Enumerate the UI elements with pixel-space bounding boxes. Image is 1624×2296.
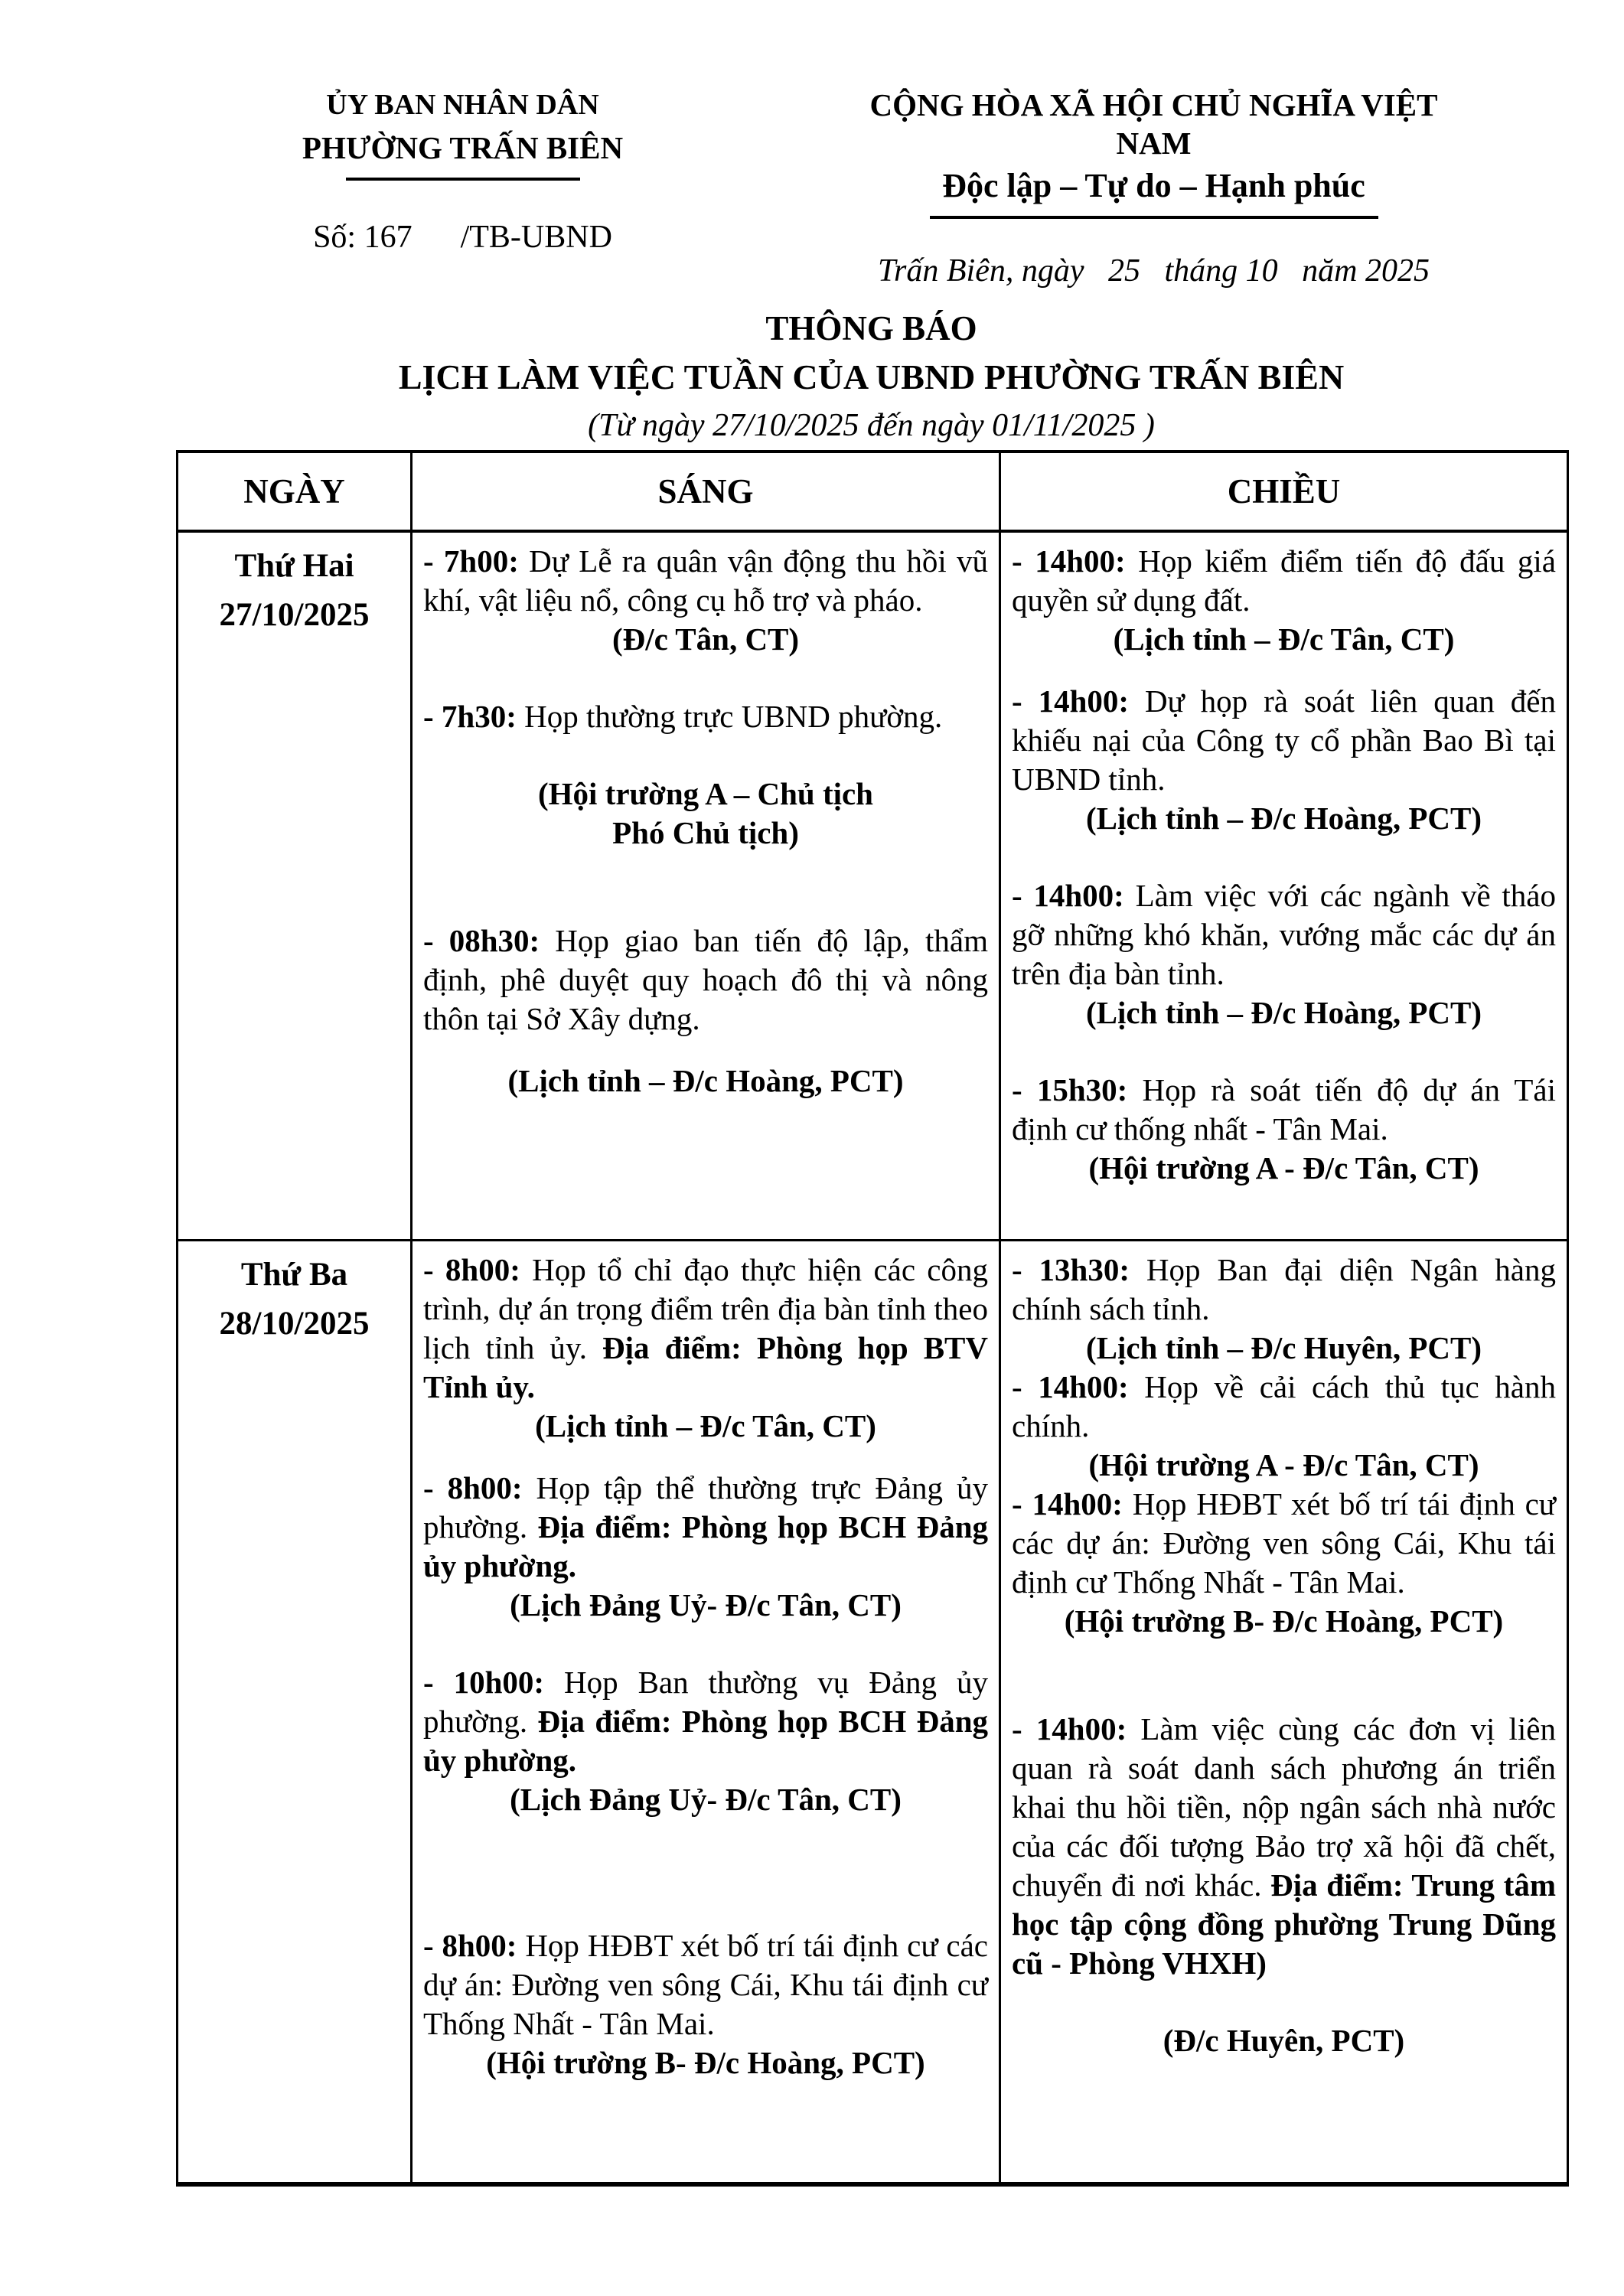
event-time: - 8h00: [423,1251,520,1287]
event-location-bold: Địa điểm: Trung tâm học tập cộng đồng phường Trung Dũng cũ - Phòng VHXH) [1012,1867,1556,1981]
schedule-event: - 10h00: Họp Ban thường vụ Đảng ủy phường. Địa điểm: Phòng họp BCH Đảng ủy phường. [423,1664,988,1778]
date-range-subtitle: (Từ ngày 27/10/2025 đến ngày 01/11/2025 ) [588,408,1155,443]
location-note: (Hội trường B- Đ/c Hoàng, PCT) [1064,1603,1504,1639]
event-time: - 14h00: [1012,878,1124,913]
event-time: - 08h30: [423,923,540,958]
national-title: CỘNG HÒA XÃ HỘI CHỦ NGHĨA VIỆT NAM [869,87,1438,161]
schedule-event: - 14h00: Họp HĐBT xét bố trí tái định cư các dự án: Đường ven sông Cái, Khu tái định cư Thống Nhất - Tân Mai. [1012,1486,1556,1600]
schedule-event: - 14h00: Họp kiểm điểm tiến độ đấu giá quyền sử dụng đất. [1012,543,1557,618]
national-motto: Độc lập – Tự do – Hạnh phúc [942,167,1365,204]
schedule-event: - 13h30: Họp Ban đại diện Ngân hàng chính sách tỉnh. [1012,1251,1557,1326]
spacer [423,1819,988,1926]
page-title: LỊCH LÀM VIỆC TUẦN CỦA UBND PHƯỜNG TRẤN BIÊN [398,357,1345,396]
location-note: (Lịch tỉnh – Đ/c Huyên, PCT) [1085,1329,1482,1365]
location-note: (Đ/c Tân, CT) [611,621,800,657]
location-note: (Lịch tỉnh – Đ/c Hoàng, PCT) [1085,995,1482,1030]
table-row-monday [178,531,1568,1240]
event-time: - 14h00: [1012,543,1126,579]
agency-sub-name: PHƯỜNG TRẤN BIÊN [302,130,624,165]
schedule-event: - 14h00: Làm việc cùng các đơn vị liên quan rà soát danh sách phương án triển khai thu hồi tiền, nộp ngân sách nhà nước của các đối tượng Bảo trợ xã hội đã chết, chuyển đi nơi khác. Địa điểm: Trung tâm học tập cộng đồng phường Trung Dũng cũ - Phòng VHXH) [1012,1711,1556,1981]
event-time: - 14h00: [1012,1711,1127,1746]
spacer [423,1446,988,1469]
spacer [1012,838,1556,876]
event-location-bold: Địa điểm: Phòng họp BCH Đảng ủy phường. [423,1508,988,1583]
schedule-event: - 14h00: Họp về cải cách thủ tục hành chính. [1012,1368,1557,1443]
spacer [1012,1983,1556,2021]
location-note: (Lịch tỉnh – Đ/c Hoàng, PCT) [507,1063,904,1098]
schedule-event: - 8h00: Họp HĐBT xét bố trí tái định cư các dự án: Đường ven sông Cái, Khu tái định cư Thống Nhất - Tân Mai. [423,1927,989,2041]
location-note: (Hội trường A - Đ/c Tân, CT) [1088,1446,1479,1482]
day-date: 27/10/2025 [219,597,370,633]
location-note: (Hội trường A – Chủ tịch Phó Chủ tịch) [538,776,873,850]
national-motto-block [846,86,1462,289]
event-time: - 10h00: [423,1664,545,1700]
spacer [423,1039,988,1062]
issuing-agency-block [223,86,702,256]
morning-cell [412,531,1000,1240]
table-row-tuesday [178,1240,1568,2184]
column-header-morning: SÁNG [412,452,1000,531]
event-time: - 15h30: [1012,1072,1128,1107]
schedule-event: - 7h00: Dự Lễ ra quân vận động thu hồi vũ khí, vật liệu nổ, công cụ hỗ trợ và pháo. [423,543,988,618]
spacer [1012,1032,1556,1071]
schedule-event: - 08h30: Họp giao ban tiến độ lập, thẩm định, phê duyệt quy hoạch đô thị và nông thôn tại Sở Xây dựng. [423,923,988,1036]
motto-divider [930,216,1378,219]
column-header-afternoon: CHIỀU [1000,452,1568,531]
location-note: (Lịch tỉnh – Đ/c Tân, CT) [535,1407,876,1443]
day-name: Thứ Ba [240,1256,348,1293]
spacer [423,736,988,775]
agency-divider [346,178,580,181]
location-note: (Lịch tỉnh – Đ/c Hoàng, PCT) [1085,801,1482,836]
morning-cell [412,1240,1000,2184]
schedule-event: - 8h00: Họp tổ chỉ đạo thực hiện các công trình, dự án trọng điểm trên địa bàn tỉnh theo lịch tỉnh ủy. Địa điểm: Phòng họp BTV Tỉnh ủy. [423,1251,989,1404]
schedule-event: - 7h30: Họp thường trực UBND phường. [423,699,943,734]
event-time: - 13h30: [1012,1251,1130,1287]
spacer [423,1625,988,1663]
title-block [176,305,1567,448]
day-name: Thứ Hai [234,548,354,584]
afternoon-cell [1000,531,1568,1240]
schedule-event: - 15h30: Họp rà soát tiến độ dự án Tái định cư thống nhất - Tân Mai. [1012,1072,1557,1146]
event-location-bold: Địa điểm: Phòng họp BCH Đảng ủy phường. [423,1703,988,1778]
location-note: (Lịch Đảng Uỷ- Đ/c Tân, CT) [510,1781,902,1817]
spacer [1012,659,1556,682]
spacer [423,853,988,921]
schedule-event: - 8h00: Họp tập thể thường trực Đảng ủy phường. Địa điểm: Phòng họp BCH Đảng ủy phường. [423,1469,989,1583]
document-type-title: THÔNG BÁO [765,309,977,347]
document-number: Số: 167 /TB-UBND [313,220,612,255]
place-date-line: Trấn Biên, ngày 25 tháng 10 năm 2025 [878,253,1430,289]
afternoon-cell [1000,1240,1568,2184]
table-header-row [178,452,1568,531]
schedule-event: - 14h00: Dự họp rà soát liên quan đến khiếu nại của Công ty cổ phần Bao Bì tại UBND tỉnh. [1012,683,1557,797]
location-note: (Đ/c Huyên, PCT) [1163,2022,1405,2058]
event-time: - 8h00: [423,1927,517,1963]
day-cell [178,1240,412,2184]
agency-name: ỦY BAN NHÂN DÂN [326,89,599,121]
day-cell [178,531,412,1240]
location-note: (Hội trường A - Đ/c Tân, CT) [1088,1150,1479,1186]
event-time: - 14h00: [1012,1368,1129,1404]
event-location-bold: Địa điểm: Phòng họp BTV Tỉnh ủy. [423,1329,988,1404]
location-note: (Lịch Đảng Uỷ- Đ/c Tân, CT) [510,1587,902,1623]
event-time: - 8h00: [423,1469,523,1505]
location-note: (Hội trường B- Đ/c Hoàng, PCT) [486,2044,925,2080]
event-time: - 14h00: [1012,683,1130,719]
column-header-day: NGÀY [178,452,412,531]
spacer [1012,1641,1556,1710]
event-time: - 14h00: [1012,1486,1123,1521]
schedule-table [176,450,1569,2187]
event-time: - 7h30: [423,699,517,734]
event-time: - 7h00: [423,543,519,579]
location-note: (Lịch tỉnh – Đ/c Tân, CT) [1113,621,1455,657]
day-date: 28/10/2025 [219,1305,370,1342]
spacer [423,659,988,697]
schedule-event: - 14h00: Làm việc với các ngành về tháo gỡ những khó khăn, vướng mắc các dự án trên địa bàn tỉnh. [1012,878,1556,991]
